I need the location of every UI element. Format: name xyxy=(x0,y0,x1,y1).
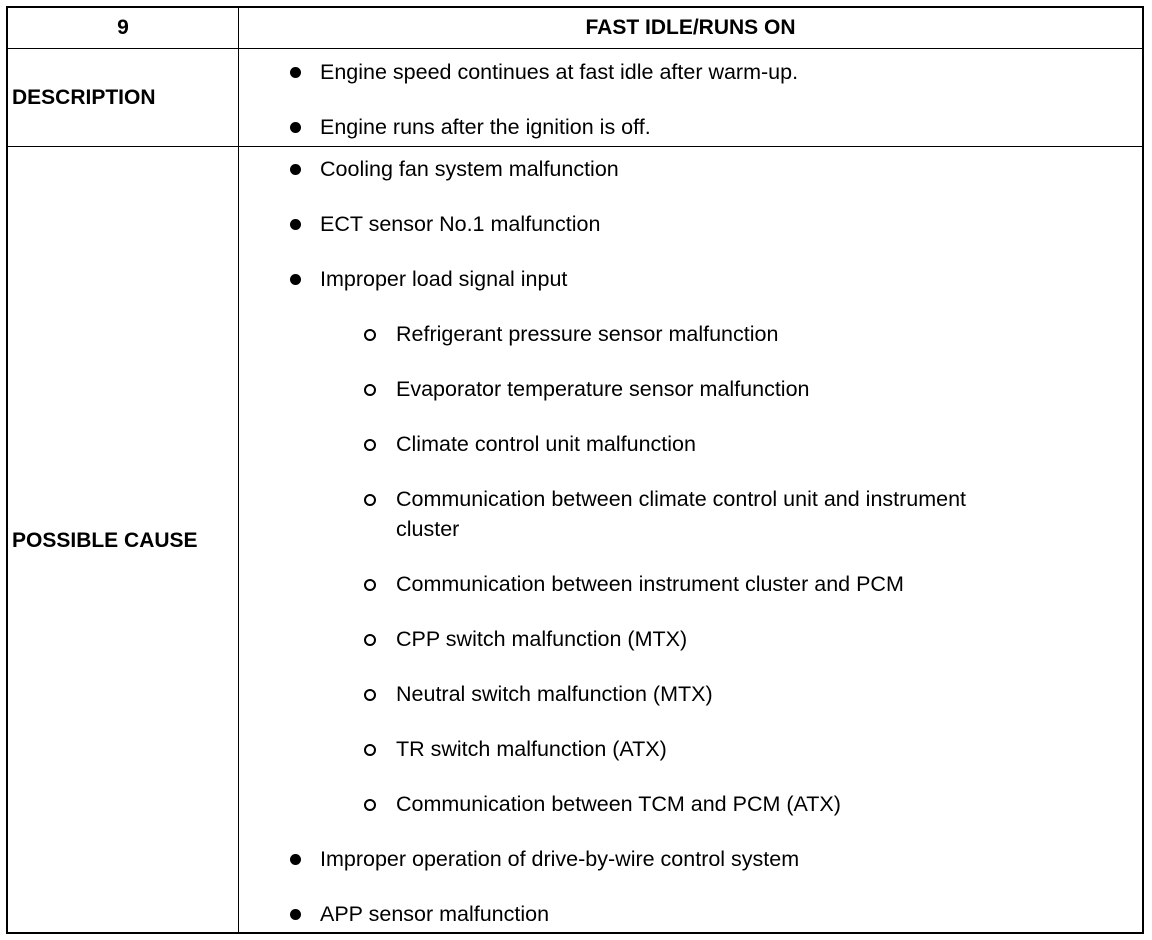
troubleshooting-table: 9 FAST IDLE/RUNS ON DESCRIPTION Engine speed continues at fast idle after warm-up. Engine runs after the ignition is off. POSSIBLE CAUSE Cooling fan system malfunction ECT sensor No.1 malfunction Improper load signal input Refrigerant pressure sensor malfunction Evaporator temperature sensor malfunction Climate control unit malfunction Communication between climate control unit and instrument cluster Communication between instrument cluster and PCM CPP switch malfunction (MTX) Neutral switch malfunction (MTX) TR switch malfunction (ATX) Communication between TCM and PCM (ATX) Improper operation of drive-by-wire control system APP sensor malfunction xyxy=(6,6,1144,934)
bullet-ring-icon xyxy=(364,384,376,396)
description-label: DESCRIPTION xyxy=(12,85,156,109)
bullet-dot-icon xyxy=(290,164,301,175)
bullet-dot-icon xyxy=(290,122,301,133)
possible-cause-label: POSSIBLE CAUSE xyxy=(12,528,198,552)
bullet-ring-icon xyxy=(364,799,376,811)
column-divider xyxy=(238,8,239,932)
bullet-dot-icon xyxy=(290,67,301,78)
bullet-dot-icon xyxy=(290,909,301,920)
bullet-ring-icon xyxy=(364,439,376,451)
bullet-ring-icon xyxy=(364,329,376,341)
bullet-ring-icon xyxy=(364,634,376,646)
bullet-ring-icon xyxy=(364,579,376,591)
bullet-ring-icon xyxy=(364,744,376,756)
bullet-dot-icon xyxy=(290,219,301,230)
table-title: FAST IDLE/RUNS ON xyxy=(585,16,796,39)
bullet-dot-icon xyxy=(290,854,301,865)
bullet-ring-icon xyxy=(364,689,376,701)
bullet-dot-icon xyxy=(290,274,301,285)
bullet-ring-icon xyxy=(364,494,376,506)
step-number: 9 xyxy=(117,16,129,39)
